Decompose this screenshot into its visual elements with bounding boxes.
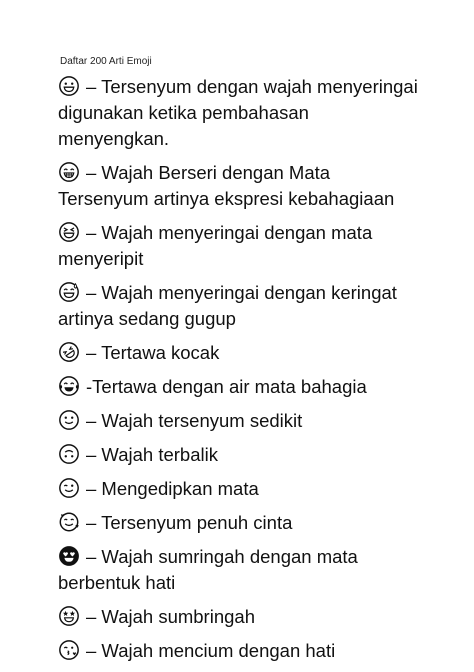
item-text: – Wajah sumbringah	[86, 606, 255, 627]
item-text: – Wajah terbalik	[86, 444, 218, 465]
grinning-face-icon	[58, 75, 80, 97]
grinning-face-sweat-icon	[58, 281, 80, 303]
list-item	[58, 408, 423, 434]
item-text: – Wajah Berseri dengan Mata Tersenyum artinya ekspresi kebahagiaan	[58, 162, 395, 209]
item-text: – Mengedipkan mata	[86, 478, 259, 499]
list-item	[58, 160, 423, 212]
item-text: – Wajah menyeringai dengan keringat artinya sedang gugup	[58, 282, 397, 329]
item-text: – Tersenyum dengan wajah menyeringai digunakan ketika pembahasan menyengkan.	[58, 76, 418, 149]
list-item	[58, 510, 423, 536]
list-item	[58, 340, 423, 366]
item-text: – Wajah mencium dengan hati	[86, 640, 336, 661]
beaming-face-smiling-eyes-icon	[58, 161, 80, 183]
item-text: – Wajah sumringah dengan mata berbentuk hati	[58, 546, 358, 593]
list-item	[58, 604, 423, 630]
list-item	[58, 442, 423, 468]
slightly-smiling-face-icon	[58, 409, 80, 431]
list-item	[58, 74, 423, 152]
list-item	[58, 220, 423, 272]
face-tears-of-joy-icon	[58, 375, 80, 397]
item-text: – Wajah tersenyum sedikit	[86, 410, 303, 431]
smiling-face-heart-eyes-icon	[58, 545, 80, 567]
winking-face-icon	[58, 477, 80, 499]
emoji-list	[58, 74, 423, 672]
list-item	[58, 476, 423, 502]
item-text: – Tersenyum penuh cinta	[86, 512, 293, 533]
item-text: -Tertawa dengan air mata bahagia	[86, 376, 367, 397]
page-header: Daftar 200 Arti Emoji	[60, 56, 152, 67]
item-text: – Tertawa kocak	[86, 342, 220, 363]
list-item	[58, 280, 423, 332]
rolling-on-floor-laughing-icon	[58, 341, 80, 363]
grinning-squinting-face-icon	[58, 221, 80, 243]
smiling-face-with-hearts-icon	[58, 511, 80, 533]
list-item	[58, 374, 423, 400]
star-struck-icon	[58, 605, 80, 627]
item-text: – Wajah menyeringai dengan mata menyeripit	[58, 222, 373, 269]
list-item	[58, 544, 423, 596]
list-item	[58, 638, 423, 664]
upside-down-face-icon	[58, 443, 80, 465]
face-blowing-kiss-icon	[58, 639, 80, 661]
